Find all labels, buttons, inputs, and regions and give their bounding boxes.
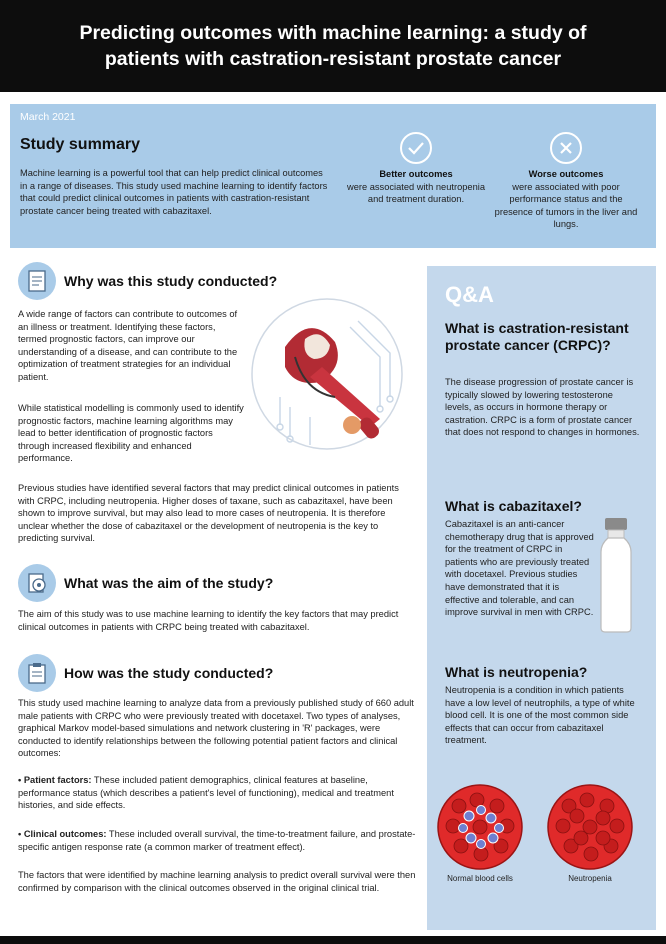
study-summary-panel: [10, 104, 656, 248]
why-heading: Why was this study conducted?: [64, 273, 278, 289]
how-paragraph-1: This study used machine learning to analyze data from a previously published study of 660 adult male patients with CRPC who were previously treated with docetaxel. Two types of analyses, graphical Markov model-based simulations and network clustering in 'R' packages, were conducted to identify relationships between the following potential patient factors and clinical outcomes:: [18, 698, 414, 759]
qa-answer-neutropenia: Neutropenia is a condition in which patients have a low level of neutrophils, a type of white blood cell. It is one of the most common side effects that can occur from cabazitaxel treatment.: [445, 685, 635, 746]
how-bullet-patient-factors: [18, 774, 416, 812]
neutropenia-caption: Neutropenia: [568, 874, 612, 883]
neutropenia-image: [547, 784, 633, 875]
how-heading: How was the study conducted?: [64, 665, 274, 681]
better-outcomes-text: were associated with neutropenia and treatment duration.: [347, 181, 485, 205]
qa-question-crpc: What is castration-resistant prostate cancer (CRPC)?: [445, 320, 629, 353]
prostate-illustration: [250, 297, 404, 451]
qa-title: Q&A: [445, 282, 494, 307]
aim-section-header: [18, 564, 273, 602]
summary-text: Machine learning is a powerful tool that can help predict clinical outcomes in a range of diseases. This study used machine learning to identify factors that could predict clinical outcomes in patients with castration-resistant prostate cancer being treated with cabazitaxel.: [20, 168, 328, 216]
better-outcomes-label: Better outcomes: [379, 169, 453, 179]
publication-date: March 2021: [20, 111, 76, 123]
qa-panel: [427, 266, 656, 930]
aim-paragraph: The aim of this study was to use machine learning to identify the key factors that may predict clinical outcomes in patients with CRPC being treated with cabazitaxel.: [18, 609, 399, 632]
why-section-header: [18, 262, 277, 300]
patient-factors-text: These included patient demographics, clinical features at baseline, performance status (which describes a patient's level of functioning), medical and treatment histories, and side effects.: [18, 775, 394, 811]
worse-outcomes-label: Worse outcomes: [528, 169, 604, 179]
normal-blood-cells-caption: Normal blood cells: [447, 874, 513, 883]
aim-heading: What was the aim of the study?: [64, 575, 274, 591]
worse-outcomes-text: were associated with poor performance status and the presence of tumors in the liver and lungs.: [494, 181, 638, 230]
patient-factors-label: • Patient factors:: [18, 775, 92, 785]
worse-outcomes: [492, 132, 640, 231]
why-paragraph-1: A wide range of factors can contribute to outcomes of an illness or treatment. Identifying these factors, termed prognostic factors, can improve our understanding of a disease, and can contribute to the optimization of treatment strategies for an individual patient.: [18, 309, 238, 382]
better-outcomes: [346, 132, 486, 206]
why-paragraph-2: While statistical modelling is commonly used to identify prognostic factors, machine learning algorithms may lead to better identification of prognostic factors through increased flexibility and enhanced performance.: [18, 403, 244, 464]
summary-title: Study summary: [20, 136, 141, 153]
qa-answer-crpc: The disease progression of prostate cancer is typically slowed by lowering testosterone levels, as occurs in hormone therapy or castration. CRPC is a form of prostate cancer that does not respond to changes in hormones.: [445, 377, 640, 438]
check-icon: [400, 132, 432, 164]
how-section-header: [18, 654, 273, 692]
document-icon: [18, 262, 56, 300]
how-bullet-clinical-outcomes: [18, 828, 416, 853]
vial-icon: [599, 518, 633, 639]
target-icon: [18, 564, 56, 602]
why-paragraph-3: Previous studies have identified several factors that may predict clinical outcomes in patients with CRPC, including neutropenia. Higher doses of taxane, such as cabazitaxel, have been shown to improve survival, but may also lead to more cases of neutropenia. It is therefore unclear whether the dose of cabazitaxel or the development of neutropenia is the key to predicting survival.: [18, 483, 399, 544]
clinical-outcomes-text: These included overall survival, the time-to-treatment failure, and prostate-specific antigen response rate (a common marker of treatment effect).: [18, 829, 416, 852]
qa-question-cabazitaxel: What is cabazitaxel?: [445, 498, 582, 514]
page-title: Predicting outcomes with machine learning: a study of patients with castration-resistant prostate cancer: [79, 22, 587, 70]
clinical-outcomes-label: • Clinical outcomes:: [18, 829, 107, 839]
qa-question-neutropenia: What is neutropenia?: [445, 664, 588, 680]
footer-bar: [0, 936, 666, 944]
how-paragraph-2: The factors that were identified by machine learning analysis to predict overall survival were then confirmed by comparison with the clinical outcomes observed in the original clinical trial.: [18, 870, 416, 893]
clipboard-icon: [18, 654, 56, 692]
header-bar: [0, 0, 666, 92]
normal-blood-cells-image: [437, 784, 523, 875]
cross-icon: [550, 132, 582, 164]
qa-answer-cabazitaxel: Cabazitaxel is an anti-cancer chemotherapy drug that is approved for the treatment of CRPC in patients who are previously treated with docetaxel. Previous studies have demonstrated that it is effective and tolerable, and can improve survival in men with CRPC.: [445, 519, 594, 618]
